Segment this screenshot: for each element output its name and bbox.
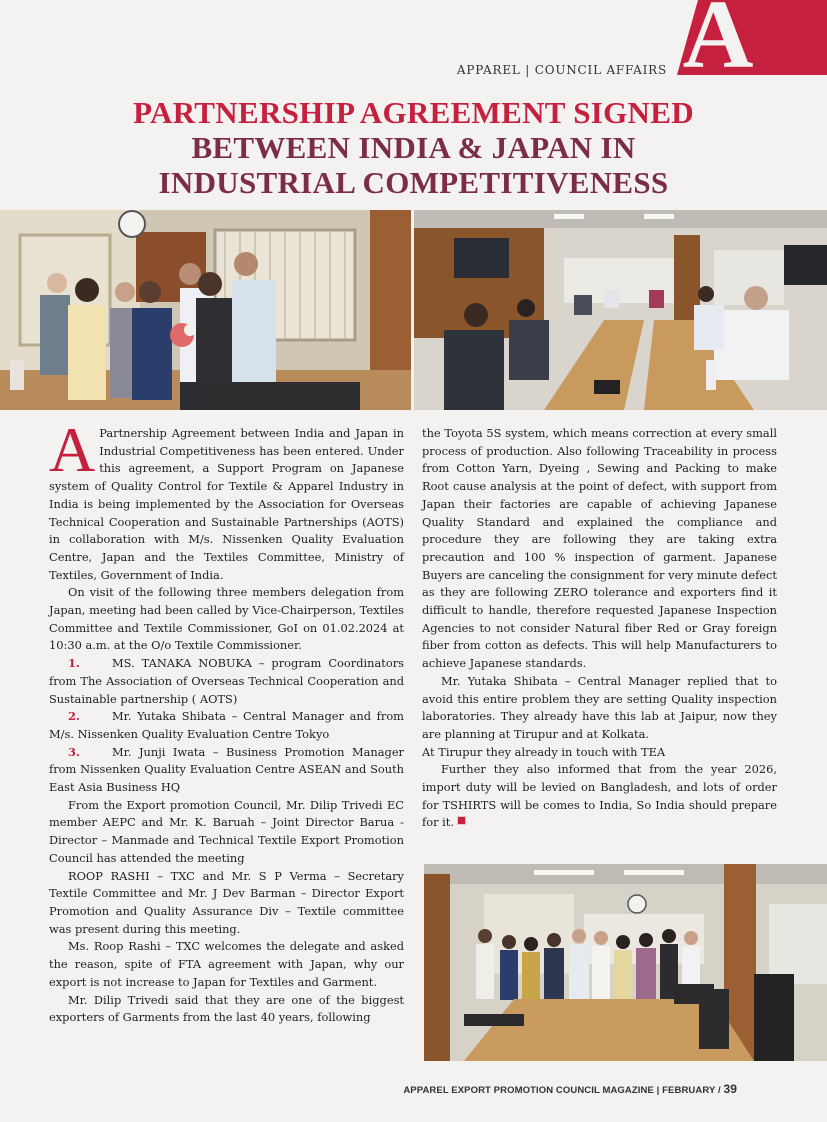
title-line-3: INDUSTRIAL COMPETITIVENESS: [158, 165, 669, 200]
title-line-1: PARTNERSHIP AGREEMENT SIGNED: [133, 95, 694, 130]
drop-cap: A: [49, 414, 96, 485]
photo-bouquet-handover: [0, 210, 411, 410]
delegate-number: 2.: [68, 709, 80, 724]
article-paragraph-intro: [49, 414, 404, 584]
article-paragraph: Mr. Dilip Trivedi said that they are one of the biggest exporters of Garments from the last 40 years, following: [49, 992, 404, 1025]
photo-meeting-table: [414, 210, 827, 410]
article-paragraph: At Tirupur they already in touch with TEA: [422, 744, 666, 759]
article-paragraph-final: [422, 761, 777, 832]
article-column-left: [49, 414, 404, 1027]
delegate-text: Mr. Junji Iwata – Business Promotion Manager from Nissenken Quality Evaluation Centre ASEAN and South East Asia Business HQ: [49, 744, 404, 795]
corner-letter: A: [682, 0, 754, 89]
article-paragraph: Ms. Roop Rashi – TXC welcomes the delegate and asked the reason, spite of FTA agreement with Japan, why our export is not increase to Japan for Textiles and Garment.: [49, 939, 404, 989]
paragraph-text: Further they also informed that from the year 2026, import duty will be levied on Bangladesh, and lots of order for TSHIRTS will be comes to India, So India should prepare for it.: [422, 762, 777, 830]
delegate-text: Mr. Yutaka Shibata – Central Manager and from M/s. Nissenken Quality Evaluation Centre Tokyo: [49, 709, 404, 741]
photo-group: [424, 864, 827, 1061]
article-paragraph: the Toyota 5S system, which means correction at every small process of production. Also following Traceability in process from Cotton Yarn, Dyeing , Sewing and Packing to make Root cause analysis at the point of defect, with support from Japan their factories are capable of achieving Japanese Quality Standard and explained the compliance and procedure they are following they are taking extra precaution and 100 % inspection of garment. Japanese Buyers are canceling the consignment for very minute defect as they are following ZERO tolerance and exporters find it difficult to handle, therefore requested Japanese Inspection Agencies to not consider Natural fiber Red or Gray foreign fiber from cotton as defects. This will help Manufacturers to achieve Japanese standards.: [422, 426, 777, 671]
paragraph-text: Partnership Agreement between India and Japan in Industrial Competitiveness has been entered. Under this agreement, a Support Program on Japanese system of Quality Control for Textile & Apparel Industry in India is being implemented by the Association for Overseas Technical Cooperation and Sustainable Partnerships (AOTS) in collaboration with M/s. Nissenken Quality Evaluation Centre, Japan and the Textiles Committee, Ministry of Textiles, Government of India.: [49, 426, 404, 582]
end-mark-icon: [457, 816, 466, 825]
article-paragraph: On visit of the following three members delegation from Japan, meeting had been called by Vice-Chairperson, Textiles Committee and Textile Commissioner, GoI on 01.02.2024 at 10:30 a.m. at the O/o Textile Commissioner.: [49, 585, 404, 653]
page-footer: [0, 1082, 737, 1096]
article-paragraph: From the Export promotion Council, Mr. Dilip Trivedi EC member AEPC and Mr. K. Baruah – Joint Director Barua - Director – Manmade and Technical Textile Export Promotion Council has attended the meeting: [49, 797, 404, 865]
delegate-item-3: [49, 744, 404, 797]
delegate-number: 1.: [68, 656, 80, 671]
delegate-item-1: [49, 655, 404, 708]
article-paragraph: Mr. Yutaka Shibata – Central Manager replied that to avoid this entire problem they are setting Quality inspection laboratories. They already have this lab at Jaipur, now they are planning at Tirupur and at Kolkata.: [422, 673, 777, 741]
delegate-text: MS. TANAKA NOBUKA – program Coordinators from The Association of Overseas Technical Cooperation and Sustainable partnership ( AOTS): [49, 656, 404, 706]
article-paragraph: ROOP RASHI – TXC and Mr. S P Verma – Secretary Textile Committee and Mr. J Dev Barman – Director Export Promotion and Quality Assurance Div – Textile committee was present during this meeting.: [49, 868, 404, 936]
article-column-right: [422, 425, 777, 832]
delegate-number: 3.: [68, 744, 80, 759]
page-title: [40, 95, 787, 200]
page-number: 39: [723, 1082, 737, 1096]
delegate-item-2: [49, 708, 404, 743]
footer-text: APPAREL EXPORT PROMOTION COUNCIL MAGAZINE | FEBRUARY /: [403, 1085, 721, 1096]
title-line-2: BETWEEN INDIA & JAPAN IN: [191, 130, 636, 165]
section-label: APPAREL | COUNCIL AFFAIRS: [456, 63, 667, 77]
